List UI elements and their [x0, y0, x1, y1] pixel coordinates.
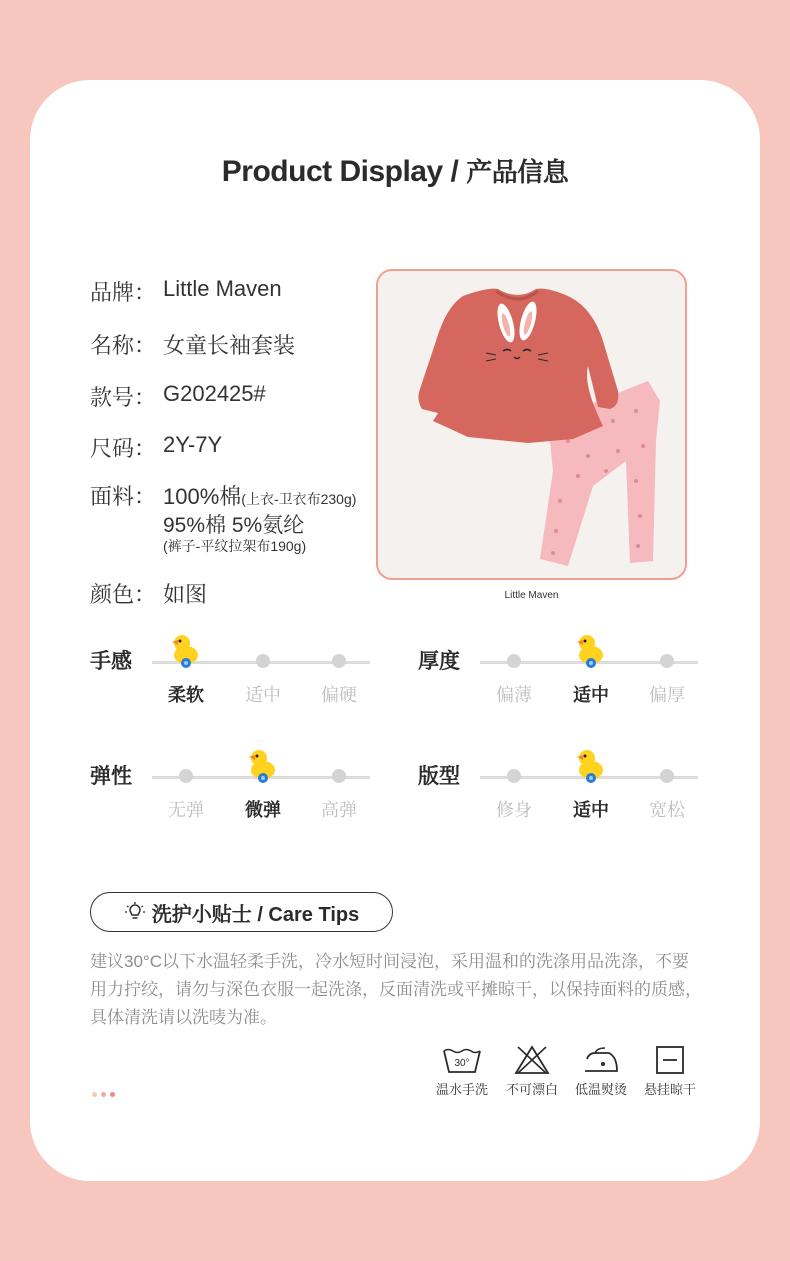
hand-wash-icon: [442, 1045, 482, 1075]
care-low-iron: [561, 1045, 641, 1098]
hang-dry-icon: [654, 1045, 686, 1075]
outfit-illustration: [378, 271, 685, 578]
rating-thickness-option-3: 偏厚: [649, 685, 685, 705]
rating-feel-label: 手感: [90, 650, 132, 673]
photo-caption: Little Maven: [504, 590, 559, 601]
rating-feel-option-2: 适中: [245, 685, 281, 705]
rating-feel-option-1: 柔软: [168, 685, 204, 705]
rating-dot: [660, 654, 674, 668]
care-hand-wash: [422, 1045, 502, 1098]
pager-dot-2: [101, 1092, 106, 1097]
fabric-value: [163, 480, 356, 511]
duck-marker-icon: [169, 633, 203, 669]
rating-elasticity-option-1: 无弹: [168, 800, 204, 820]
page-title: [0, 152, 790, 189]
care-tips-pill: [90, 892, 393, 932]
page-indicator: [92, 1092, 115, 1097]
product-photo: [376, 269, 687, 580]
care-label-1: 温水手洗: [435, 1082, 488, 1097]
rating-fit-label: 版型: [418, 765, 460, 788]
rating-feel: [90, 645, 380, 725]
rating-fit-option-1: 修身: [496, 800, 532, 820]
care-tips-text: 建议30°C以下水温轻柔手洗，冷水短时间浸泡，采用温和的洗涤用品洗涤，不要用力拧绞，请勿与深色衣服一起洗涤，反面清洗或平摊晾干，以保持面料的质感，具体清洗请以洗唛为准。: [90, 952, 702, 1027]
care-label-4: 悬挂晾干: [643, 1082, 696, 1097]
lightbulb-icon: [124, 901, 146, 923]
no-bleach-icon: [514, 1045, 550, 1075]
rating-dot: [507, 769, 521, 783]
color-value: 如图: [163, 582, 208, 607]
rating-thickness-option-2: 适中: [573, 685, 609, 705]
rating-fit-option-2: 适中: [573, 800, 609, 820]
style-value: G202425#: [163, 381, 266, 406]
brand-label: 品牌：: [90, 280, 157, 305]
rating-dot: [660, 769, 674, 783]
duck-marker-icon: [246, 748, 280, 784]
size-value: 2Y-7Y: [163, 432, 223, 457]
rating-fit-option-3: 宽松: [649, 800, 685, 820]
name-label: 名称：: [90, 333, 157, 358]
care-no-bleach: [492, 1045, 572, 1098]
rating-elasticity-option-2: 微弹: [245, 800, 281, 820]
rating-thickness-option-1: 偏薄: [496, 685, 532, 705]
care-label-3: 低温熨烫: [574, 1082, 627, 1097]
fabric-pants-note: (裤子-平纹拉架布190g): [163, 538, 307, 554]
rating-thickness: [418, 645, 708, 725]
size-label: 尺码：: [90, 436, 157, 461]
pager-dot-1: [92, 1092, 97, 1097]
rating-elasticity-option-3: 高弹: [321, 800, 357, 820]
style-label: 款号：: [90, 385, 157, 410]
care-tips-label: 洗护小贴士 / Care Tips: [151, 903, 360, 926]
care-hang-dry: [630, 1045, 710, 1098]
title-cn: 产品信息: [466, 157, 569, 187]
rating-elasticity-label: 弹性: [90, 765, 132, 788]
rating-dot: [179, 769, 193, 783]
rating-fit: [418, 760, 708, 840]
care-label-2: 不可漂白: [505, 1082, 558, 1097]
fabric-pants: 95%棉 5%氨纶: [163, 514, 305, 537]
rating-dot: [332, 654, 346, 668]
title-separator: /: [450, 155, 459, 188]
pager-dot-3: [110, 1092, 115, 1097]
title-en: Product Display: [221, 155, 443, 188]
name-value: 女童长袖套装: [163, 333, 296, 358]
rating-dot: [256, 654, 270, 668]
duck-marker-icon: [574, 748, 608, 784]
duck-marker-icon: [574, 633, 608, 669]
sweatshirt-shape: [418, 289, 618, 443]
rating-feel-option-3: 偏硬: [321, 685, 357, 705]
rating-elasticity: [90, 760, 380, 840]
fabric-label: 面料：: [90, 484, 157, 509]
low-iron-icon: [581, 1045, 621, 1075]
rating-dot: [507, 654, 521, 668]
fabric-main: 100%棉: [163, 484, 242, 509]
wash-temp-label: 30°: [454, 1058, 470, 1069]
rating-thickness-label: 厚度: [418, 650, 460, 673]
brand-value: Little Maven: [163, 276, 282, 301]
color-label: 颜色：: [90, 582, 157, 607]
fabric-top-note: (上衣-卫衣布230g): [241, 491, 357, 507]
rating-dot: [332, 769, 346, 783]
